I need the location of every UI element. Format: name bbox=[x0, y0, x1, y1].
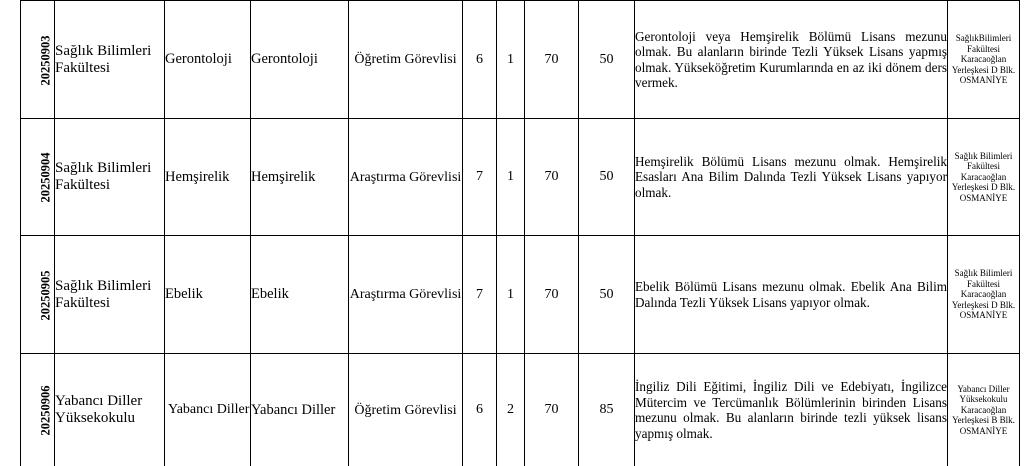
value-cell-d: 50 bbox=[579, 1, 635, 119]
requirements-cell: Gerontoloji veya Hemşirelik Bölümü Lisans mezunu olmak. Bu alanların birinde Tezli Yüksek Lisans yapmış olmak. Yükseköğretim Kurumlarında en az iki dönem ders vermek. bbox=[635, 1, 948, 119]
address-cell: Sağlık Bilimleri Fakültesi Karacaoğlan Yerleşkesi D Blk. OSMANİYE bbox=[948, 119, 1020, 236]
faculty-cell: Sağlık Bilimleri Fakültesi bbox=[55, 119, 165, 236]
table-row bbox=[21, 354, 1020, 466]
value-cell-a: 7 bbox=[463, 236, 497, 354]
position-code-cell bbox=[21, 119, 55, 236]
value-cell-a: 6 bbox=[463, 354, 497, 466]
department-cell: Yabancı Diller bbox=[165, 354, 251, 466]
value-cell-b: 1 bbox=[497, 1, 525, 119]
value-cell-c: 70 bbox=[525, 354, 579, 466]
title-cell: Öğretim Görevlisi bbox=[349, 1, 463, 119]
address-cell: Sağlık Bilimleri Fakültesi Karacaoğlan Yerleşkesi D Blk. OSMANİYE bbox=[948, 236, 1020, 354]
position-code: 20250906 bbox=[39, 386, 54, 436]
department-cell: Gerontoloji bbox=[165, 1, 251, 119]
program-cell: Gerontoloji bbox=[251, 1, 349, 119]
requirements-cell: İngiliz Dili Eğitimi, İngiliz Dili ve Edebiyatı, İngilizce Mütercim ve Tercümanlık Bölümlerinin birinden Lisans mezunu olmak. Bu alanların birinde tezli yüksek lisans yapmış olmak. bbox=[635, 354, 948, 466]
value-cell-d: 50 bbox=[579, 236, 635, 354]
value-cell-b: 1 bbox=[497, 236, 525, 354]
title-cell: Araştırma Görevlisi bbox=[349, 119, 463, 236]
title-cell: Öğretim Görevlisi bbox=[349, 354, 463, 466]
position-code-cell bbox=[21, 236, 55, 354]
value-cell-d: 50 bbox=[579, 119, 635, 236]
address-cell: SağlıkBilimleri Fakültesi Karacaoğlan Yerleşkesi D Blk. OSMANİYE bbox=[948, 1, 1020, 119]
program-cell: Hemşirelik bbox=[251, 119, 349, 236]
value-cell-b: 2 bbox=[497, 354, 525, 466]
value-cell-a: 7 bbox=[463, 119, 497, 236]
positions-table bbox=[20, 0, 1020, 466]
title-cell: Araştırma Görevlisi bbox=[349, 236, 463, 354]
position-code: 20250903 bbox=[39, 35, 54, 85]
address-cell: Yabancı Diller Yüksekokulu Karacaoğlan Yerleşkesi B Blk. OSMANİYE bbox=[948, 354, 1020, 466]
faculty-cell: Sağlık Bilimleri Fakültesi bbox=[55, 236, 165, 354]
department-cell: Ebelik bbox=[165, 236, 251, 354]
position-code-cell bbox=[21, 354, 55, 466]
position-code-cell bbox=[21, 1, 55, 119]
value-cell-c: 70 bbox=[525, 1, 579, 119]
faculty-cell: Sağlık Bilimleri Fakültesi bbox=[55, 1, 165, 119]
department-cell: Hemşirelik bbox=[165, 119, 251, 236]
table-row bbox=[21, 119, 1020, 236]
position-code: 20250905 bbox=[39, 270, 54, 320]
position-code: 20250904 bbox=[39, 153, 54, 203]
program-cell: Yabancı Diller bbox=[251, 354, 349, 466]
value-cell-c: 70 bbox=[525, 236, 579, 354]
requirements-cell: Ebelik Bölümü Lisans mezunu olmak. Ebelik Ana Bilim Dalında Tezli Yüksek Lisans yapıyor olmak. bbox=[635, 236, 948, 354]
value-cell-b: 1 bbox=[497, 119, 525, 236]
faculty-cell: Yabancı Diller Yüksekokulu bbox=[55, 354, 165, 466]
value-cell-a: 6 bbox=[463, 1, 497, 119]
value-cell-c: 70 bbox=[525, 119, 579, 236]
program-cell: Ebelik bbox=[251, 236, 349, 354]
table-row bbox=[21, 236, 1020, 354]
value-cell-d: 85 bbox=[579, 354, 635, 466]
table-row bbox=[21, 1, 1020, 119]
requirements-cell: Hemşirelik Bölümü Lisans mezunu olmak. Hemşirelik Esasları Ana Bilim Dalında Tezli Yüksek Lisans yapıyor olmak. bbox=[635, 119, 948, 236]
